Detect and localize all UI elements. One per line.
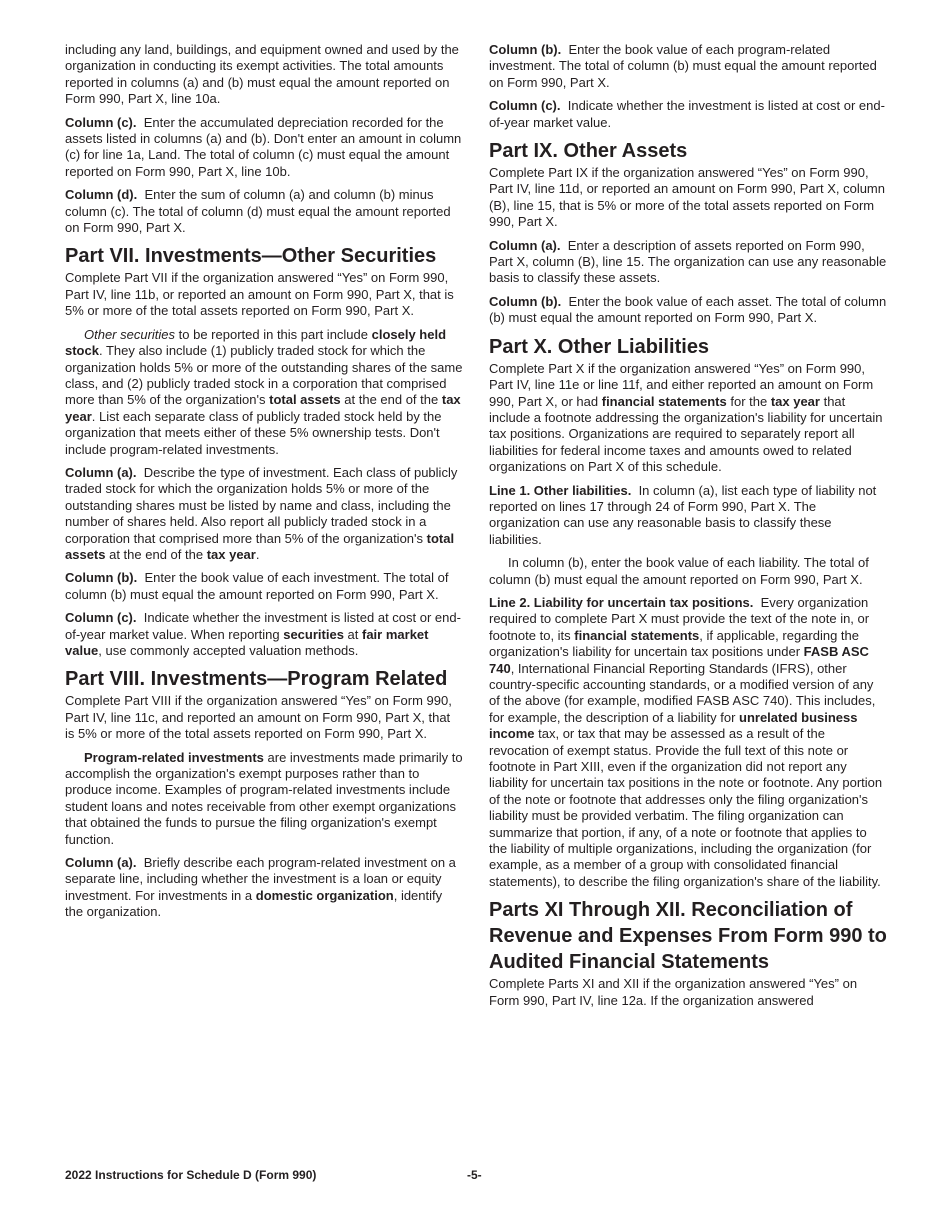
paragraph-column-c: Column (c). Enter the accumulated depreciation recorded for the assets listed in columns (a) and (b). Don't enter an amount in column (c) for line 1a, Land. The total of column (c) must equal the amount reported on Form 990, Part X, line 10b. [65, 114, 462, 179]
paragraph-line-1: Line 1. Other liabilities. In column (a), list each type of liability not reported on lines 17 through 24 of Form 990, Part X. The organization can use any reasonable basis to classify these liabilities. [489, 482, 877, 547]
paragraph-column-a: Column (a). Describe the type of investment. Each class of publicly traded stock for which the organization holds 5% or more of the outstanding shares must be listed by name and class, including the number of shares held. Also report all publicly traded stock in a corporation that comprised more than 5% of the organization's total assets at the end of the tax year. [65, 464, 458, 562]
paragraph-column-a: Column (a). Enter a description of assets reported on Form 990, Part X, column (B), line 15. The organization can use any reasonable basis to classify these assets. [489, 237, 887, 286]
paragraph: Complete Part IX if the organization answered “Yes” on Form 990, Part IV, line 11d, or reported an amount on Form 990, Part X, column (B), line 15, that is 5% or more of the total assets reported on Form 990, Part X. [489, 165, 885, 230]
right-column [489, 42, 887, 1016]
paragraph-column-c: Column (c). Indicate whether the investment is listed at cost or end-of-year market value. [489, 98, 885, 130]
footer-doc-title: 2022 Instructions for Schedule D (Form 990) [65, 1168, 317, 1182]
heading-part-x: Part X. Other Liabilities [489, 335, 710, 358]
paragraph-column-d: Column (d). Enter the sum of column (a) and column (b) minus column (c). The total of column (d) must equal the amount reported on Form 990, Part X. [65, 187, 451, 236]
paragraph: In column (b), enter the book value of each liability. The total of column (b) must equal the amount reported on Form 990, Part X. [489, 555, 869, 587]
left-column [65, 42, 463, 928]
paragraph-other-securities: Other securities to be reported in this part include closely held stock. They also include (1) publicly traded stock for which the organization holds 5% or more of the outstanding shares of the same class, and (2) publicly traded stock in a corporation that comprised more than 5% of the organization's total assets at the end of the tax year. List each separate class of publicly traded stock held by the organization that meets either of these 5% ownership tests. Don't include program-related investments. [65, 326, 463, 457]
paragraph-line-2: Line 2. Liability for uncertain tax positions. Every organization required to complete Part X must provide the text of the note in, or footnote to, its financial statements, if applicable, regarding the organization's liability for uncertain tax positions under FASB ASC 740, International Financial Reporting Standards (IFRS), other country-specific accounting standards, or a modified version of any of the above (for example, modified FASB ASC 740). This includes, for example, the description of a liability for unrelated business income tax, or tax that may be assessed as a result of the revocation of exempt status. Provide the full text of this note or footnote in Part XIII, even if the organization did not report any liability for uncertain tax positions in the note or footnote. Any portion of the note or footnote that addresses only the filing organization's liability must be provided verbatim. The filing organization can summarize that portion, if any, of a note or footnote that applies to the liability of multiple organizations, including the organization (for example, as a member of a group with consolidated financial statements), to describe the filing organization's share of the liability. [489, 594, 883, 889]
footer-page-number: -5- [467, 1168, 482, 1182]
paragraph-column-a: Column (a). Briefly describe each program-related investment on a separate line, including whether the investment is a loan or equity investment. For investments in a domestic organization, identify the organization. [65, 855, 456, 920]
paragraph: including any land, buildings, and equipment owned and used by the organization in conducting its exempt activities. The total amounts reported in columns (a) and (b) must equal the amount reported on Form 990, Part X, line 10a. [65, 42, 459, 107]
heading-part-viii: Part VIII. Investments—Program Related [65, 668, 448, 691]
paragraph: Complete Part VIII if the organization answered “Yes” on Form 990, Part IV, line 11c, and reported an amount on Form 990, Part X, that is 5% or more of the total assets reported on Form 990, Part X. [65, 693, 452, 742]
paragraph: Complete Part X if the organization answered “Yes” on Form 990, Part IV, line 11e or line 11f, and either reported an amount on Form 990, Part X, or had financial statements for the tax year that include a footnote addressing the organization's liability for uncertain tax positions. Organizations are required to separately report all liabilities for federal income taxes and amounts owed to related organizations on Part X of this schedule. [489, 360, 883, 475]
heading-parts-xi-xii: Parts XI Through XII. Reconciliation of Revenue and Expenses From Form 990 to Audited Financial Statements [489, 899, 887, 974]
paragraph-column-b: Column (b). Enter the book value of each program-related investment. The total of column (b) must equal the amount reported on Form 990, Part X. [489, 42, 877, 90]
paragraph-column-c: Column (c). Indicate whether the investment is listed at cost or end-of-year market value. When reporting securities at fair market value, use commonly accepted valuation methods. [65, 610, 461, 658]
paragraph: Complete Parts XI and XII if the organization answered “Yes” on Form 990, Part IV, line 12a. If the organization answered [489, 976, 858, 1008]
paragraph-column-b: Column (b). Enter the book value of each investment. The total of column (b) must equal the amount reported on Form 990, Part X. [65, 570, 449, 602]
heading-part-vii: Part VII. Investments—Other Securities [65, 245, 437, 268]
heading-part-ix: Part IX. Other Assets [489, 140, 688, 163]
paragraph: Complete Part VII if the organization answered “Yes” on Form 990, Part IV, line 11b, or reported an amount on Form 990, Part X, that is 5% or more of the total assets reported on Form 990, Part X. [65, 270, 454, 319]
paragraph-column-b: Column (b). Enter the book value of each asset. The total of column (b) must equal the amount reported on Form 990, Part X. [489, 293, 887, 326]
paragraph-program-related: Program-related investments are investments made primarily to accomplish the organization's exempt purposes rather than to produce income. Examples of program-related investments include student loans and notes receivable from other exempt organizations that obtained the funds to pursue the filing organization's exempt function. [65, 749, 463, 847]
